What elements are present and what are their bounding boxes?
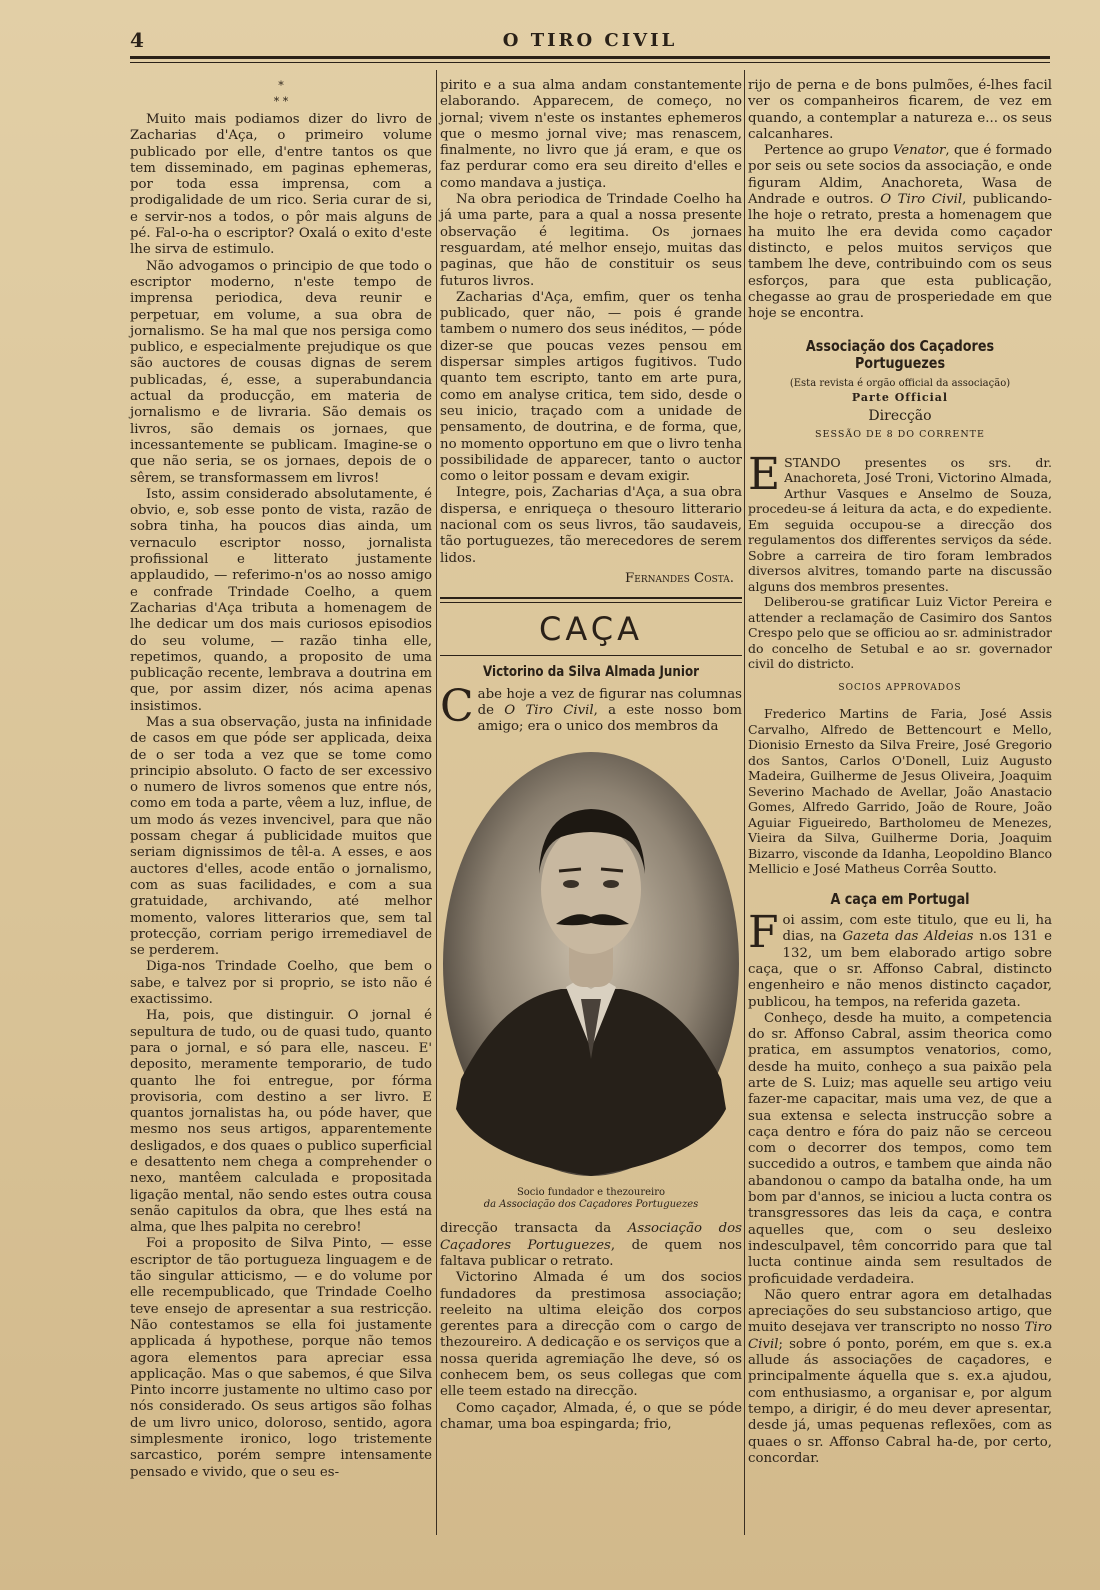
paragraph: Isto, assim considerado absolutamente, é obvio, e, sob esse ponto de vista, razão de sobra tinha, ha poucos dias ainda, um vernaculo escriptor nosso, jornalista profissional e litterato justamente applaudido, — referimo-n'os ao nosso amigo e confrade Trindade Coelho, a quem Zacharias d'Aça tributa a homenagem de lhe dedicar um dos mais curiosos episodios do seu volume, — razão tinha elle, repetimos, quando, a proposito de uma publicação recente, lembrava a doutrina em que, por assim dizer, nós acima apenas insistimos. xyxy=(130,486,432,714)
paragraph xyxy=(748,143,1052,322)
newspaper-title: O TIRO CIVIL xyxy=(502,30,678,51)
italic-run: Associação dos Caçadores Portuguezes xyxy=(440,1221,742,1253)
paragraph: Na obra periodica de Trindade Coelho ha já uma parte, para a qual a nossa presente observação é legitima. Os jornaes resguardam, até melhor ensejo, muitas das paginas, que hão de constituir os seus futuros livros. xyxy=(440,192,742,289)
column-divider xyxy=(436,70,437,1535)
italic-run: O Tiro Civil xyxy=(880,192,963,208)
paragraph: rijo de perna e de bons pulmões, é-lhes facil ver os companheiros ficarem, de vez em quando, a contemplar a natureza e... os seus calcanhares. xyxy=(748,78,1052,142)
page-header xyxy=(130,26,1050,50)
drop-cap: E xyxy=(748,448,781,500)
paragraph: Não advogamos o principio de que todo o escriptor moderno, n'este tempo de imprensa periodica, deva reunir e perpetuar, em volume, a sua obra de jornalismo. Se ha mal que nos persiga como publico, e especialmente prejudique os que são auctores de cousas dignas de serem publicadas, é, esse, a superabundancia actual da producção, em materia de jornalismo e de livraria. São demais os livros, são demais os jornaes, que incessantemente se publicam. Imagine-se o que não seria, se os jornaes, depois de o sêrem, se transformassem em livros! xyxy=(130,258,432,486)
paragraph: pirito e a sua alma andam constantemente elaborando. Apparecem, de começo, no jornal; vivem n'este os instantes ephemeros que o mesmo jornal vive; mas renascem, finalmente, no livro que já eram, e que os faz perdurar como era seu direito d'elles e como mandava a justiça. xyxy=(440,78,742,191)
text-run: , publicando-lhe hoje o retrato, presta a homenagem que ha muito lhe era devida como caçador distincto, e pelos muitos serviços que tambem lhe deve, contribuindo com os seus esforços, para que esta publicação, chegasse ao grau de prosperiedade em que hoje se encontra. xyxy=(748,192,1052,322)
column-3 xyxy=(748,78,1052,1467)
caption-line: da Associação dos Caçadores Portuguezes xyxy=(483,1199,699,1211)
paragraph: Como caçador, Almada, é, o que se póde chamar, uma boa espingarda; frio, xyxy=(440,1400,742,1432)
article-intro xyxy=(440,680,742,736)
paragraph: Deliberou-se gratificar Luiz Victor Pereira e attender a reclamação de Casimiro dos Santos Crespo pelo que se officiou ao sr. administrador do concelho de Setubal e ao sr. governador civil do districto. xyxy=(748,594,1052,672)
paragraph: Zacharias d'Aça, emfim, quer os tenha publicado, quer não, — pois é grande tambem o numero dos seus inéditos, — póde dizer-se que poucas vezes pensou em dispersar simples artigos fugitivos. Tudo quanto tem escripto, tanto em arte pura, como em analyse critica, tem sido, desde o seu inicio, traçado com a unidade de pensamento, de doutrina, e de forma, que, no momento opportuno em que o livro tenha possibilidade de apparecer, tanto o auctor como o leitor possam e devam exigir. xyxy=(440,289,742,485)
drop-cap: C xyxy=(440,680,474,732)
asterism: * xyxy=(278,79,284,92)
association-note: (Esta revista é orgão official da associação) xyxy=(789,378,1011,390)
italic-run: Tiro Civil xyxy=(748,1320,1052,1352)
text-run: oi assim, com este titulo, que eu li, ha dias, na xyxy=(782,913,1052,945)
column-2 xyxy=(440,78,742,1433)
association-title: Associação dos Caçadores Portuguezes xyxy=(805,337,995,372)
title-rule xyxy=(440,655,742,656)
italic-run: Venator xyxy=(892,143,946,159)
portrait-caption xyxy=(440,1187,742,1211)
socios-heading: SOCIOS APPROVADOS xyxy=(838,682,962,693)
paragraph: Victorino Almada é um dos socios fundadores da prestimosa associação; reeleito na ultima eleição dos corpos gerentes para a direcção com o cargo de thezoureiro. A dedicação e os serviços que a nossa querida agremiação lhe deve, só os conhecem bem, os seus collegas que com elle teem estado na direcção. xyxy=(440,1270,742,1400)
paragraph xyxy=(440,1221,742,1270)
text-run: , de quem nos faltava publicar o retrato. xyxy=(440,1237,743,1269)
section-rule xyxy=(440,597,742,603)
intro-text: , a este nosso bom amigo; era o unico dos membros da xyxy=(477,702,742,735)
session-heading: SESSÃO DE 8 DO CORRENTE xyxy=(815,428,985,440)
paragraph: Diga-nos Trindade Coelho, que bem o sabe, e talvez por si proprio, se isto não é exactissimo. xyxy=(130,959,432,1008)
paragraph: Ha, pois, que distinguir. O jornal é sepultura de tudo, ou de quasi tudo, quanto para o jornal, e só para elle, nasceu. E' deposito, meramente temporario, de tudo quanto lhe foi entregue, por fórma provisoria, com destino a ser livro. E quantos jornalistas ha, ou póde haver, que mesmo nos seus artigos, apparentemente desligados, e dos quaes o publico superficial e desattento nem chega a comprehender o nexo, mantêem calculada e propositada ligação mental, não sendo estes outra cousa senão capitulos da obra, que lhes está na alma, que lhes palpita no cerebro! xyxy=(130,1008,432,1236)
text-run: direcção transacta da xyxy=(440,1221,628,1237)
socios-list: Frederico Martins de Faria, José Assis Carvalho, Alfredo de Bettencourt e Mello, Dionisio Ernesto da Silva Freire, José Gregorio dos Santos, Carlos O'Donell, Luiz Augusto Madeira, Guilherme de Jesus Oliveira, Joaquim Severino Machado de Avellar, João Anastacio Gomes, Alfredo Garrido, João de Roure, João Aguiar Figueiredo, Bartholomeu de Menezes, Vieira da Silva, Guilherme Doria, Joaquim Bizarro, visconde da Idanha, Leopoldino Blanco Mellicio e José Matheus Corrêa Soutto. xyxy=(748,706,1052,877)
text-run: ; sobre ó ponto, porém, em que s. ex.a allude ás associações de caçadores, e principalmente áquella que s. ex.a ajudou, com enthusiasmo, a organisar e, por algum tempo, a dirigir, é do meu dever apresentar, desde já, umas pequenas reflexões, com as quaes o sr. Affonso Cabral ha-de, por certo, concordar. xyxy=(748,1336,1052,1466)
header-rule xyxy=(130,56,1050,59)
paragraph: Mas a sua observação, justa na infinidade de casos em que póde ser applicada, deixa de o ser toda a vez que se tome como principio absoluto. O facto de ser excessivo o numero de livros somenos que entre nós, como em toda a parte, vêem a luz, influe, de um modo ás vezes invencivel, para que não possam chegar á publicidade muitos que seriam dignissimos de têl-a. A esses, e aos auctores d'elles, acode então o jornalismo, com as suas facilidades, e com a sua gratuidade, archivando, até melhor momento, valores litterarios que, sem tal protecção, corriam perigo irremediavel de se perderem. xyxy=(130,714,432,959)
intro-italic: O Tiro Civil xyxy=(504,702,594,718)
portrait-image xyxy=(441,749,741,1179)
paragraph: Muito mais podiamos dizer do livro de Zacharias d'Aça, o primeiro volume publicado por elle, d'entre tantos os que tem disseminado, em paginas ephemeras, por toda essa imprensa, com a prodigalidade de um rico. Seria curar de si, e servir-nos a todos, o pôr mais alguns de pé. Fal-o-ha o escriptor? Oxalá o exito d'este lhe sirva de estimulo. xyxy=(130,112,432,258)
caption-line: Socio fundador e thezoureiro xyxy=(516,1187,666,1199)
parte-official: Parte Official xyxy=(851,391,949,405)
page-number: 4 xyxy=(130,28,144,52)
text-run: Não quero entrar agora em detalhadas apreciações do seu substancioso artigo, que muito desejava ver transcripto no nosso xyxy=(748,1287,1052,1336)
section-title: CAÇA xyxy=(539,610,643,649)
paragraph: Integre, pois, Zacharias d'Aça, a sua obra dispersa, e enriqueça o thesouro litterario nacional com os seus livros, tão saudaveis, tão portuguezes, tão merecedores de serem lidos. xyxy=(440,485,742,566)
italic-run: Gazeta das Aldeias xyxy=(842,929,974,945)
text-run: Pertence ao grupo xyxy=(764,143,893,159)
paragraph: Foi a proposito de Silva Pinto, — esse escriptor de tão portugueza linguagem e de tão singular atticismo, — e do volume por elle recempublicado, que Trindade Coelho teve ensejo de apresentar a sua restricção. Não contestamos se ella foi justamente applicada á hypothese, porque não temos agora elementos para apreciar essa applicação. Mas o que sabemos, é que Silva Pinto incorre justamente no ultimo caso por nós considerado. Os seus artigos são folhas de um livro unico, doloroso, sentido, agora simplesmente ironico, logo tristemente sarcastico, porém sempre intensamente pensado e vivido, que o seu es- xyxy=(130,1236,432,1480)
column-1 xyxy=(130,78,432,1481)
column-divider xyxy=(744,70,745,1535)
drop-cap: F xyxy=(748,907,779,959)
header-rule-thin xyxy=(130,62,1050,63)
article-title: A caça em Portugal xyxy=(830,889,970,908)
article-title: Victorino da Silva Almada Junior xyxy=(482,664,699,681)
minutes-text: STANDO presentes os srs. dr. Anachoreta, José Troni, Victorino Almada, Arthur Vasques e Anselmo de Souza, procedeu-se á leitura da acta, e do expediente. Em seguida occupou-se a direcção dos regulamentos dos differentes serviços da séde. Sobre a carreira de tiro foram lembrados diversos alvitres, tomando parte na discussão alguns dos membros presentes. xyxy=(748,454,1052,594)
author-signature: Fernandes Costa. xyxy=(625,570,734,586)
paragraph xyxy=(748,1288,1052,1467)
direccao-heading: Direcção xyxy=(868,408,932,425)
intro-text: abe hoje a vez de figurar nas columnas de xyxy=(477,686,742,718)
session-minutes xyxy=(748,448,1052,595)
paragraph xyxy=(748,907,1053,1011)
paragraph: Conheço, desde ha muito, a competencia do sr. Affonso Cabral, assim theorica como pratica, em assumptos venatorios, como, desde ha muito, conheço a sua paixão pela arte de S. Luiz; mas aquelle seu artigo veiu fazer-me capacitar, mais uma vez, de que a sua extensa e selecta instrucção sobre a caça dentro e fóra do paiz não se cerceou com o decorrer dos tempos, como tem succedido a outros, e tambem que ainda não abandonou o campo da batalha onde, ha um bom par d'annos, se iniciou a lucta contra os transgressores das leis da caça, e contra aquelles que, com o seu desleixo indesculpavel, têm concorrido para que tal lucta continue ainda sem resultados de proficuidade verdadeira. xyxy=(748,1010,1052,1287)
text-run: n.os 131 e 132, um bem elaborado artigo sobre caça, que o sr. Affonso Cabral, distincto engenheiro e não menos distincto caçador, publicou, ha tempos, na referida gazeta. xyxy=(748,929,1053,1010)
asterism: * * xyxy=(273,95,289,108)
text-run: , que é formado por seis ou sete socios da associação, e onde figuram Aldim, Anachoreta, Wasa de Andrade e outros. xyxy=(748,143,1052,208)
